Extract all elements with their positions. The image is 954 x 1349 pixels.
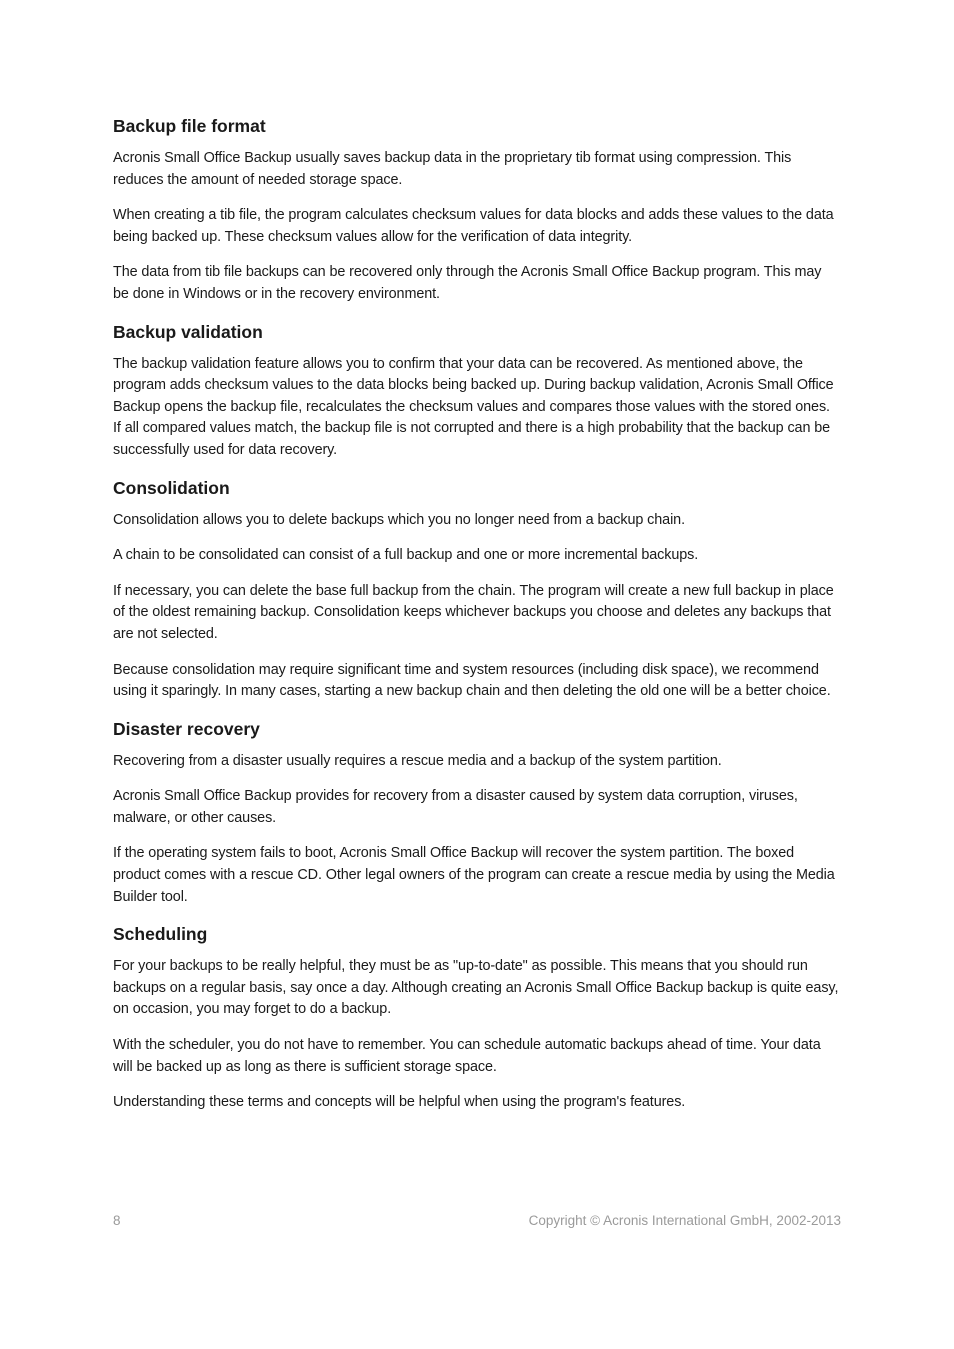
section-heading: Consolidation bbox=[113, 477, 230, 498]
paragraph: Acronis Small Office Backup provides for recovery from a disaster caused by system data corruption, viruses, malware, or other causes. bbox=[113, 788, 798, 826]
copyright-notice: Copyright © Acronis International GmbH, 2002-2013 bbox=[528, 1213, 841, 1228]
document-body bbox=[113, 114, 841, 1128]
paragraph: Understanding these terms and concepts will be helpful when using the program's features. bbox=[113, 1094, 686, 1111]
section-backup-file-format bbox=[113, 114, 841, 306]
paragraph: Consolidation allows you to delete backups which you no longer need from a backup chain. bbox=[113, 511, 685, 528]
paragraph: If the operating system fails to boot, Acronis Small Office Backup will recover the system partition. The boxed product comes with a rescue CD. Other legal owners of the program can create a rescue media by using the Media Builder tool. bbox=[113, 845, 835, 905]
paragraph: With the scheduler, you do not have to remember. You can schedule automatic backups ahead of time. Your data will be backed up as long as there is sufficient storage space. bbox=[113, 1037, 821, 1075]
section-scheduling bbox=[113, 922, 841, 1114]
paragraph: The backup validation feature allows you to confirm that your data can be recovered. As mentioned above, the program adds checksum values to the data blocks being backed up. During backup validation, Acronis Small Office Backup opens the backup file, recalculates the checksum values and compares those values with the stored ones. If all compared values match, the backup file is not corrupted and there is a high probability that the backup can be successfully used for data recovery. bbox=[113, 355, 834, 458]
paragraph: When creating a tib file, the program calculates checksum values for data blocks and adds these values to the data being backed up. These checksum values allow for the verification of data integrity. bbox=[113, 207, 834, 245]
paragraph: For your backups to be really helpful, they must be as "up-to-date" as possible. This means that you should run backups on a regular basis, say once a day. Although creating an Acronis Small Office Backup backup is quite easy, on occasion, you may forget to do a backup. bbox=[113, 958, 839, 1018]
section-disaster-recovery bbox=[113, 717, 841, 909]
section-heading: Backup file format bbox=[113, 116, 266, 136]
paragraph: Because consolidation may require significant time and system resources (including disk space), we recommend using it sparingly. In many cases, starting a new backup chain and then deleting the old one will be a better choice. bbox=[113, 661, 831, 700]
section-backup-validation bbox=[113, 320, 841, 462]
section-heading: Backup validation bbox=[113, 321, 263, 342]
paragraph: A chain to be consolidated can consist of a full backup and one or more incremental backups. bbox=[113, 547, 699, 564]
section-heading: Scheduling bbox=[113, 924, 208, 945]
paragraph: Acronis Small Office Backup usually saves backup data in the proprietary tib format using compression. This reduces the amount of needed storage space. bbox=[113, 150, 792, 188]
page-number: 8 bbox=[113, 1213, 121, 1228]
section-consolidation bbox=[113, 476, 841, 703]
section-heading: Disaster recovery bbox=[113, 718, 260, 739]
paragraph: Recovering from a disaster usually requires a rescue media and a backup of the system partition. bbox=[113, 752, 722, 769]
paragraph: If necessary, you can delete the base full backup from the chain. The program will create a new full backup in place of the oldest remaining backup. Consolidation keeps whichever backups you choose and deletes any backups that are not selected. bbox=[113, 582, 834, 642]
paragraph: The data from tib file backups can be recovered only through the Acronis Small Office Backup program. This may be done in Windows or in the recovery environment. bbox=[113, 264, 822, 302]
